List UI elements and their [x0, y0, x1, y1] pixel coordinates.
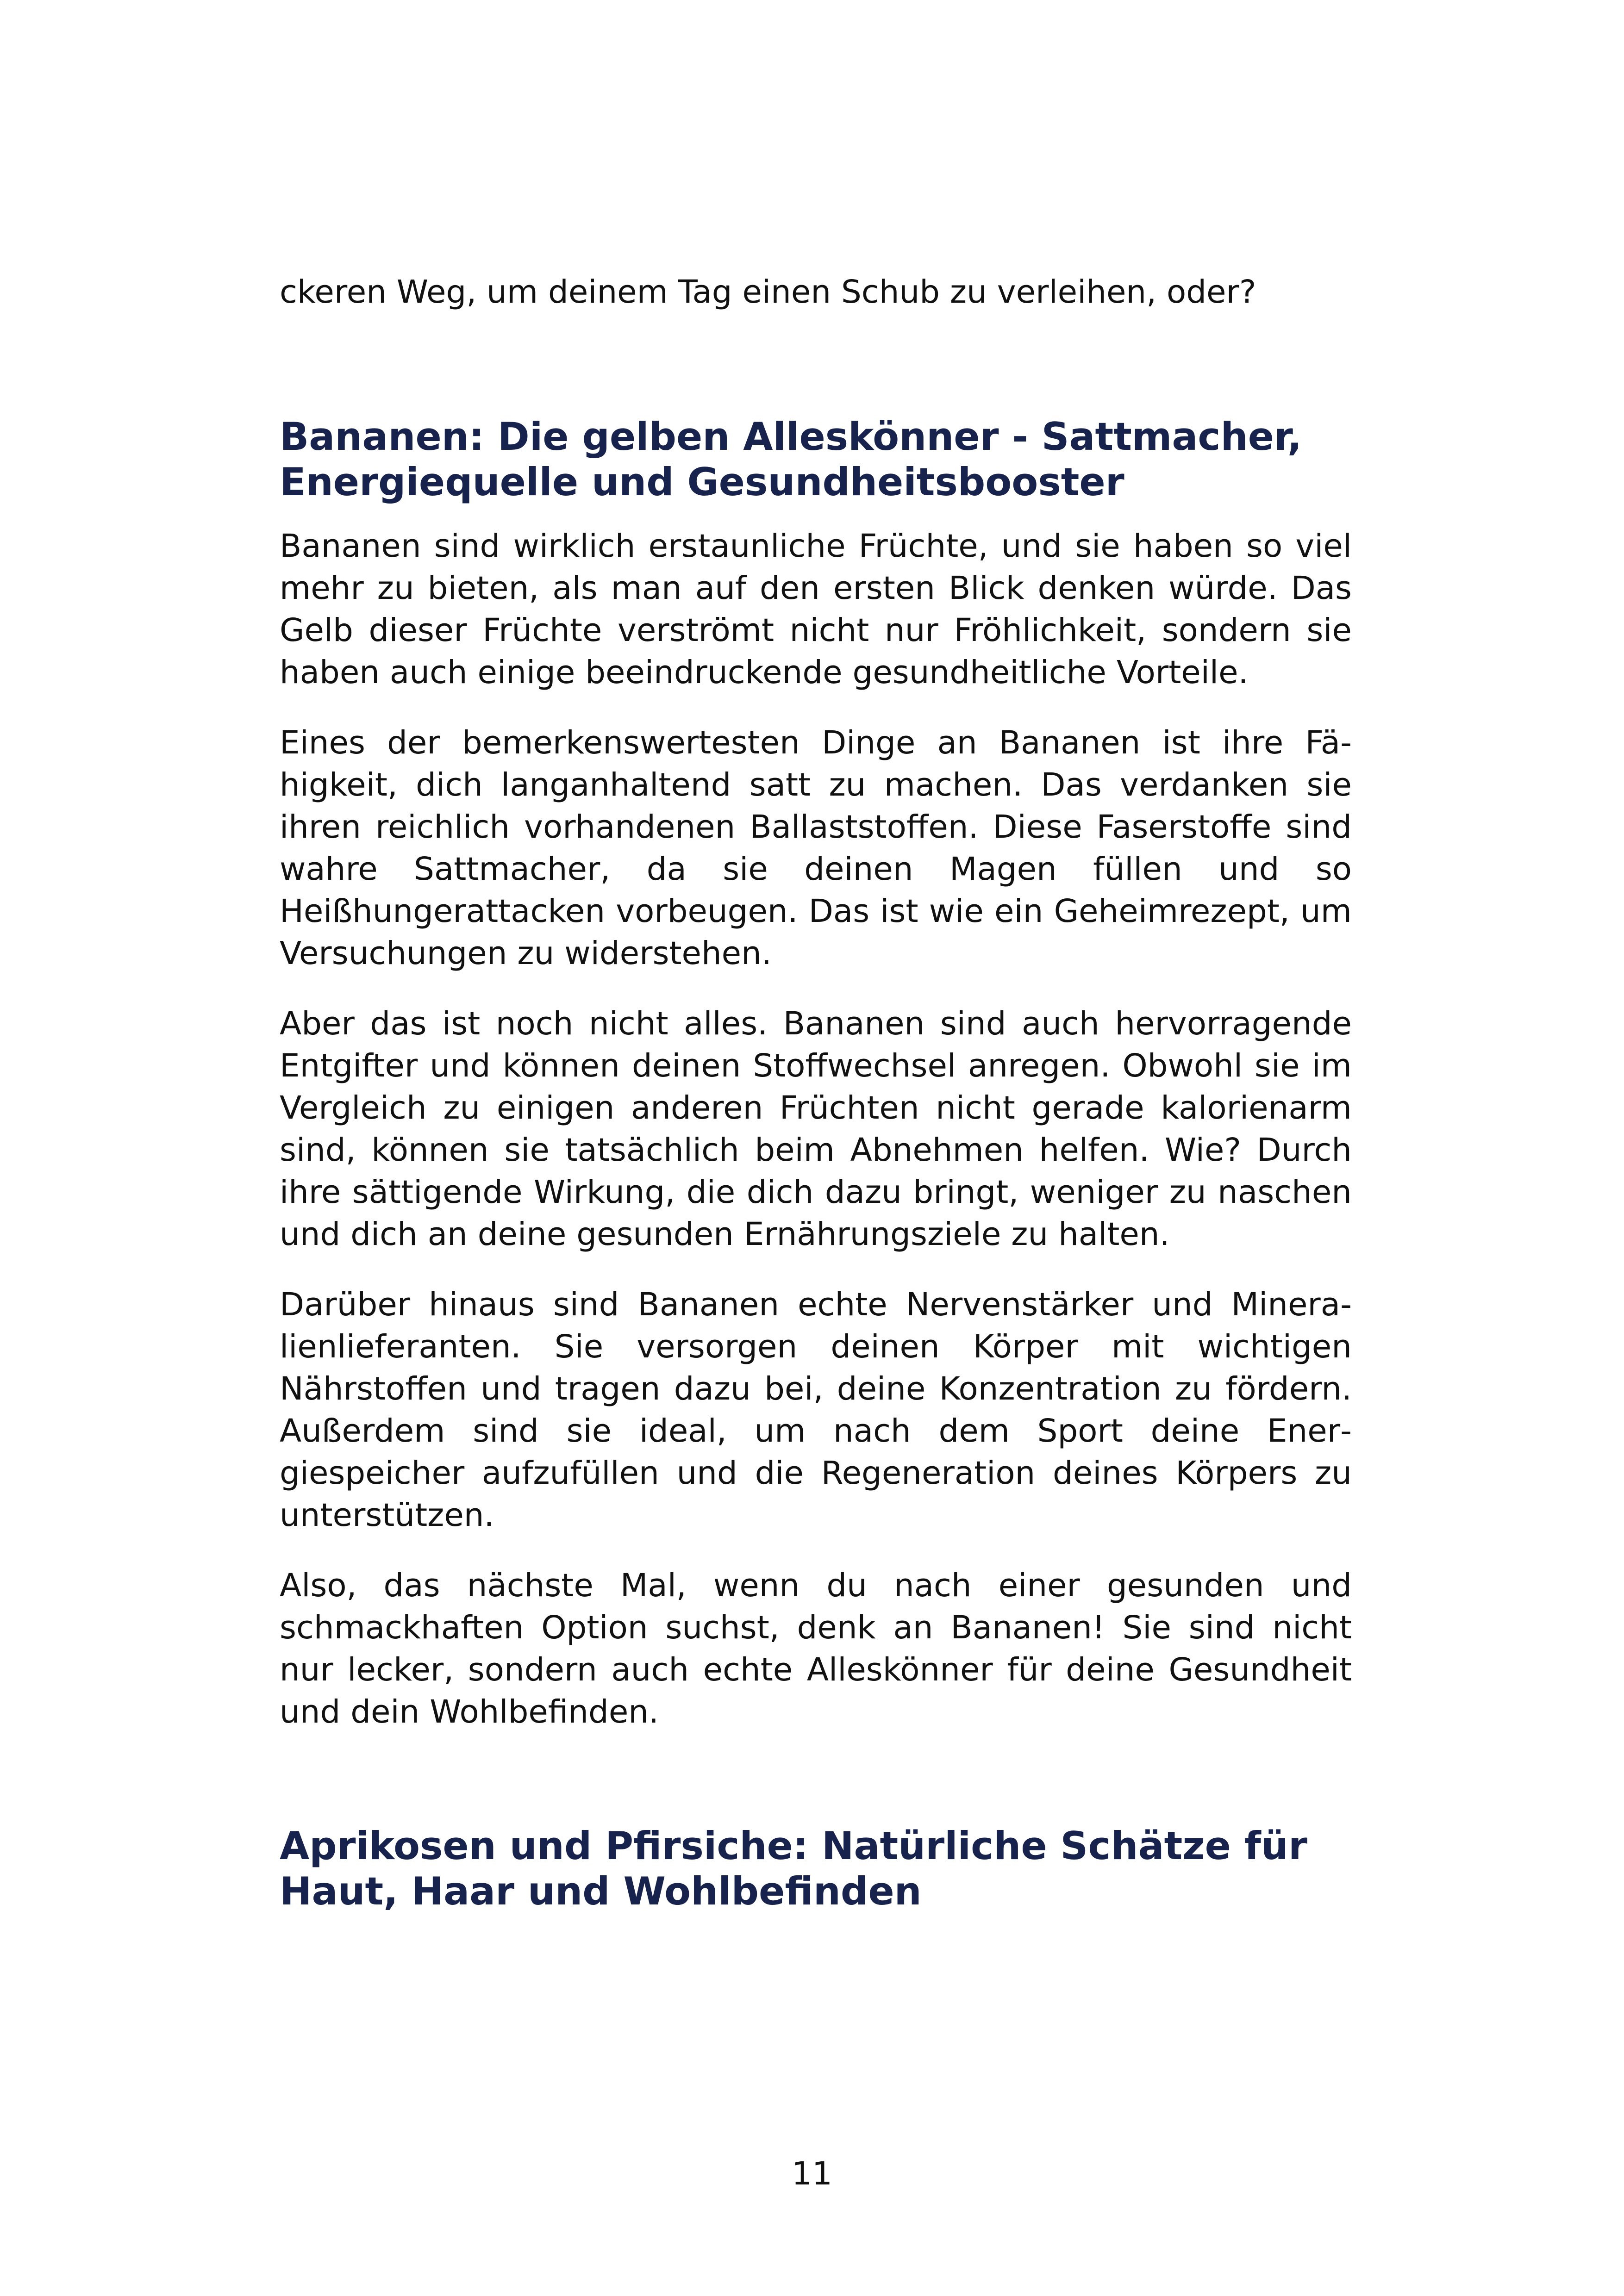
page-content: [280, 271, 1352, 1914]
page-number: 11: [792, 2155, 832, 2192]
section-heading-aprikosen: [280, 1823, 1352, 1914]
section-heading-bananen-line-2: Energiequelle und Gesundheitsbooster: [280, 460, 1124, 504]
section-heading-bananen-line-1: Bananen: Die gelben Alleskönner - Sattmacher,: [280, 414, 1302, 459]
section-heading-bananen: [280, 414, 1352, 505]
body-paragraph: Eines der bemerkenswertesten Dinge an Bananen ist ihre Fähigkeit, dich langanhaltend satt zu machen. Das verdanken sie ihren reichlich vorhandenen Ballaststoffen. Diese Faserstoffe sind wahre Sattmacher, da sie deinen Magen füllen und so Heißhungerattacken vorbeugen. Das ist wie ein Geheimrezept, um Versuchungen zu widerstehen.: [280, 724, 1352, 972]
body-paragraph: Darüber hinaus sind Bananen echte Nervenstärker und Mineralienlieferanten. Sie versorgen deinen Körper mit wichtigen Nährstoffen und tragen dazu bei, deine Konzentration zu fördern. Außerdem sind sie ideal, um nach dem Sport deine Energiespeicher aufzufüllen und die Regeneration deines Körpers zu unterstützen.: [280, 1286, 1352, 1534]
section-heading-aprikosen-line-1: Aprikosen und Pfirsiche: Natürliche Schätze für: [280, 1823, 1307, 1868]
lead-paragraph: ckeren Weg, um deinem Tag einen Schub zu verleihen, oder?: [280, 274, 1256, 311]
body-paragraph: Bananen sind wirklich erstaunliche Früchte, und sie haben so viel mehr zu bieten, als man auf den ersten Blick denken würde. Das Gelb dieser Früchte verströmt nicht nur Fröhlichkeit, sondern sie haben auch einige beeindruckende gesundheitliche Vorteile.: [280, 528, 1352, 691]
body-paragraph: Also, das nächste Mal, wenn du nach einer gesunden und schmackhaften Option suchst, denk an Bananen! Sie sind nicht nur lecker, sondern auch echte Alleskönner für deine Gesundheit und dein Wohlbefinden.: [280, 1567, 1352, 1730]
section-heading-aprikosen-line-2: Haut, Haar und Wohlbefinden: [280, 1869, 922, 1914]
body-paragraph: Aber das ist noch nicht alles. Bananen sind auch hervorragende Entgifter und können deinen Stoffwechsel anregen. Obwohl sie im Vergleich zu einigen anderen Früchten nicht gerade kalorienarm sind, können sie tatsächlich beim Abnehmen helfen. Wie? Durch ihre sättigende Wirkung, die dich dazu bringt, weniger zu naschen und dich an deine gesunden Ernährungsziele zu halten.: [280, 1005, 1352, 1253]
